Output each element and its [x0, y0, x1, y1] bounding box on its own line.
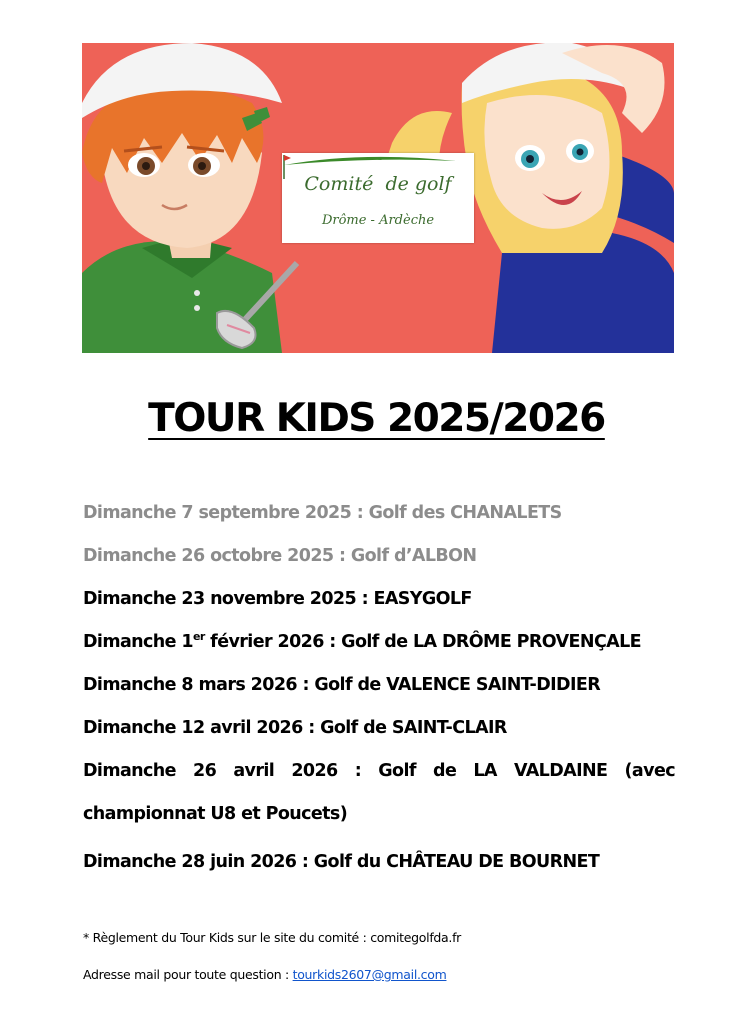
event-date-prefix: Dimanche 1: [83, 632, 193, 652]
logo-subtitle: Drôme - Ardèche: [321, 213, 435, 228]
logo-word-de-golf: de golf: [385, 173, 452, 195]
ordinal-superscript: er: [193, 630, 205, 644]
logo-word-comite: Comité: [304, 173, 374, 195]
rules-footnote: * Règlement du Tour Kids sur le site du comité : comitegolfda.fr: [83, 930, 462, 945]
event-date-rest: février 2026 : Golf de LA DRÔME PROVENÇALE: [204, 632, 642, 652]
event-item: Dimanche 23 novembre 2025 : EASYGOLF: [83, 589, 472, 609]
event-item: Dimanche 8 mars 2026 : Golf de VALENCE SAINT-DIDIER: [83, 675, 601, 695]
green-swoosh-icon: [282, 153, 458, 167]
event-list: [83, 496, 675, 888]
event-item: [83, 625, 675, 659]
contact-email-link[interactable]: tourkids2607@gmail.com: [292, 967, 447, 982]
header-banner: [82, 43, 674, 353]
comite-golf-logo: [282, 153, 474, 243]
event-item: Dimanche 26 octobre 2025 : Golf d’ALBON: [83, 546, 477, 566]
event-item: Dimanche 28 juin 2026 : Golf du CHÂTEAU DE BOURNET: [83, 852, 600, 872]
event-item: Dimanche 12 avril 2026 : Golf de SAINT-CLAIR: [83, 718, 507, 738]
contact-line: [83, 967, 446, 982]
event-item: Dimanche 7 septembre 2025 : Golf des CHANALETS: [83, 503, 562, 523]
contact-label: Adresse mail pour toute question :: [83, 967, 293, 982]
logo-title: [282, 173, 474, 195]
event-item: Dimanche 26 avril 2026 : Golf de LA VALDAINE (avec championnat U8 et Poucets): [83, 761, 675, 824]
page-title: TOUR KIDS 2025/2026: [148, 396, 605, 441]
